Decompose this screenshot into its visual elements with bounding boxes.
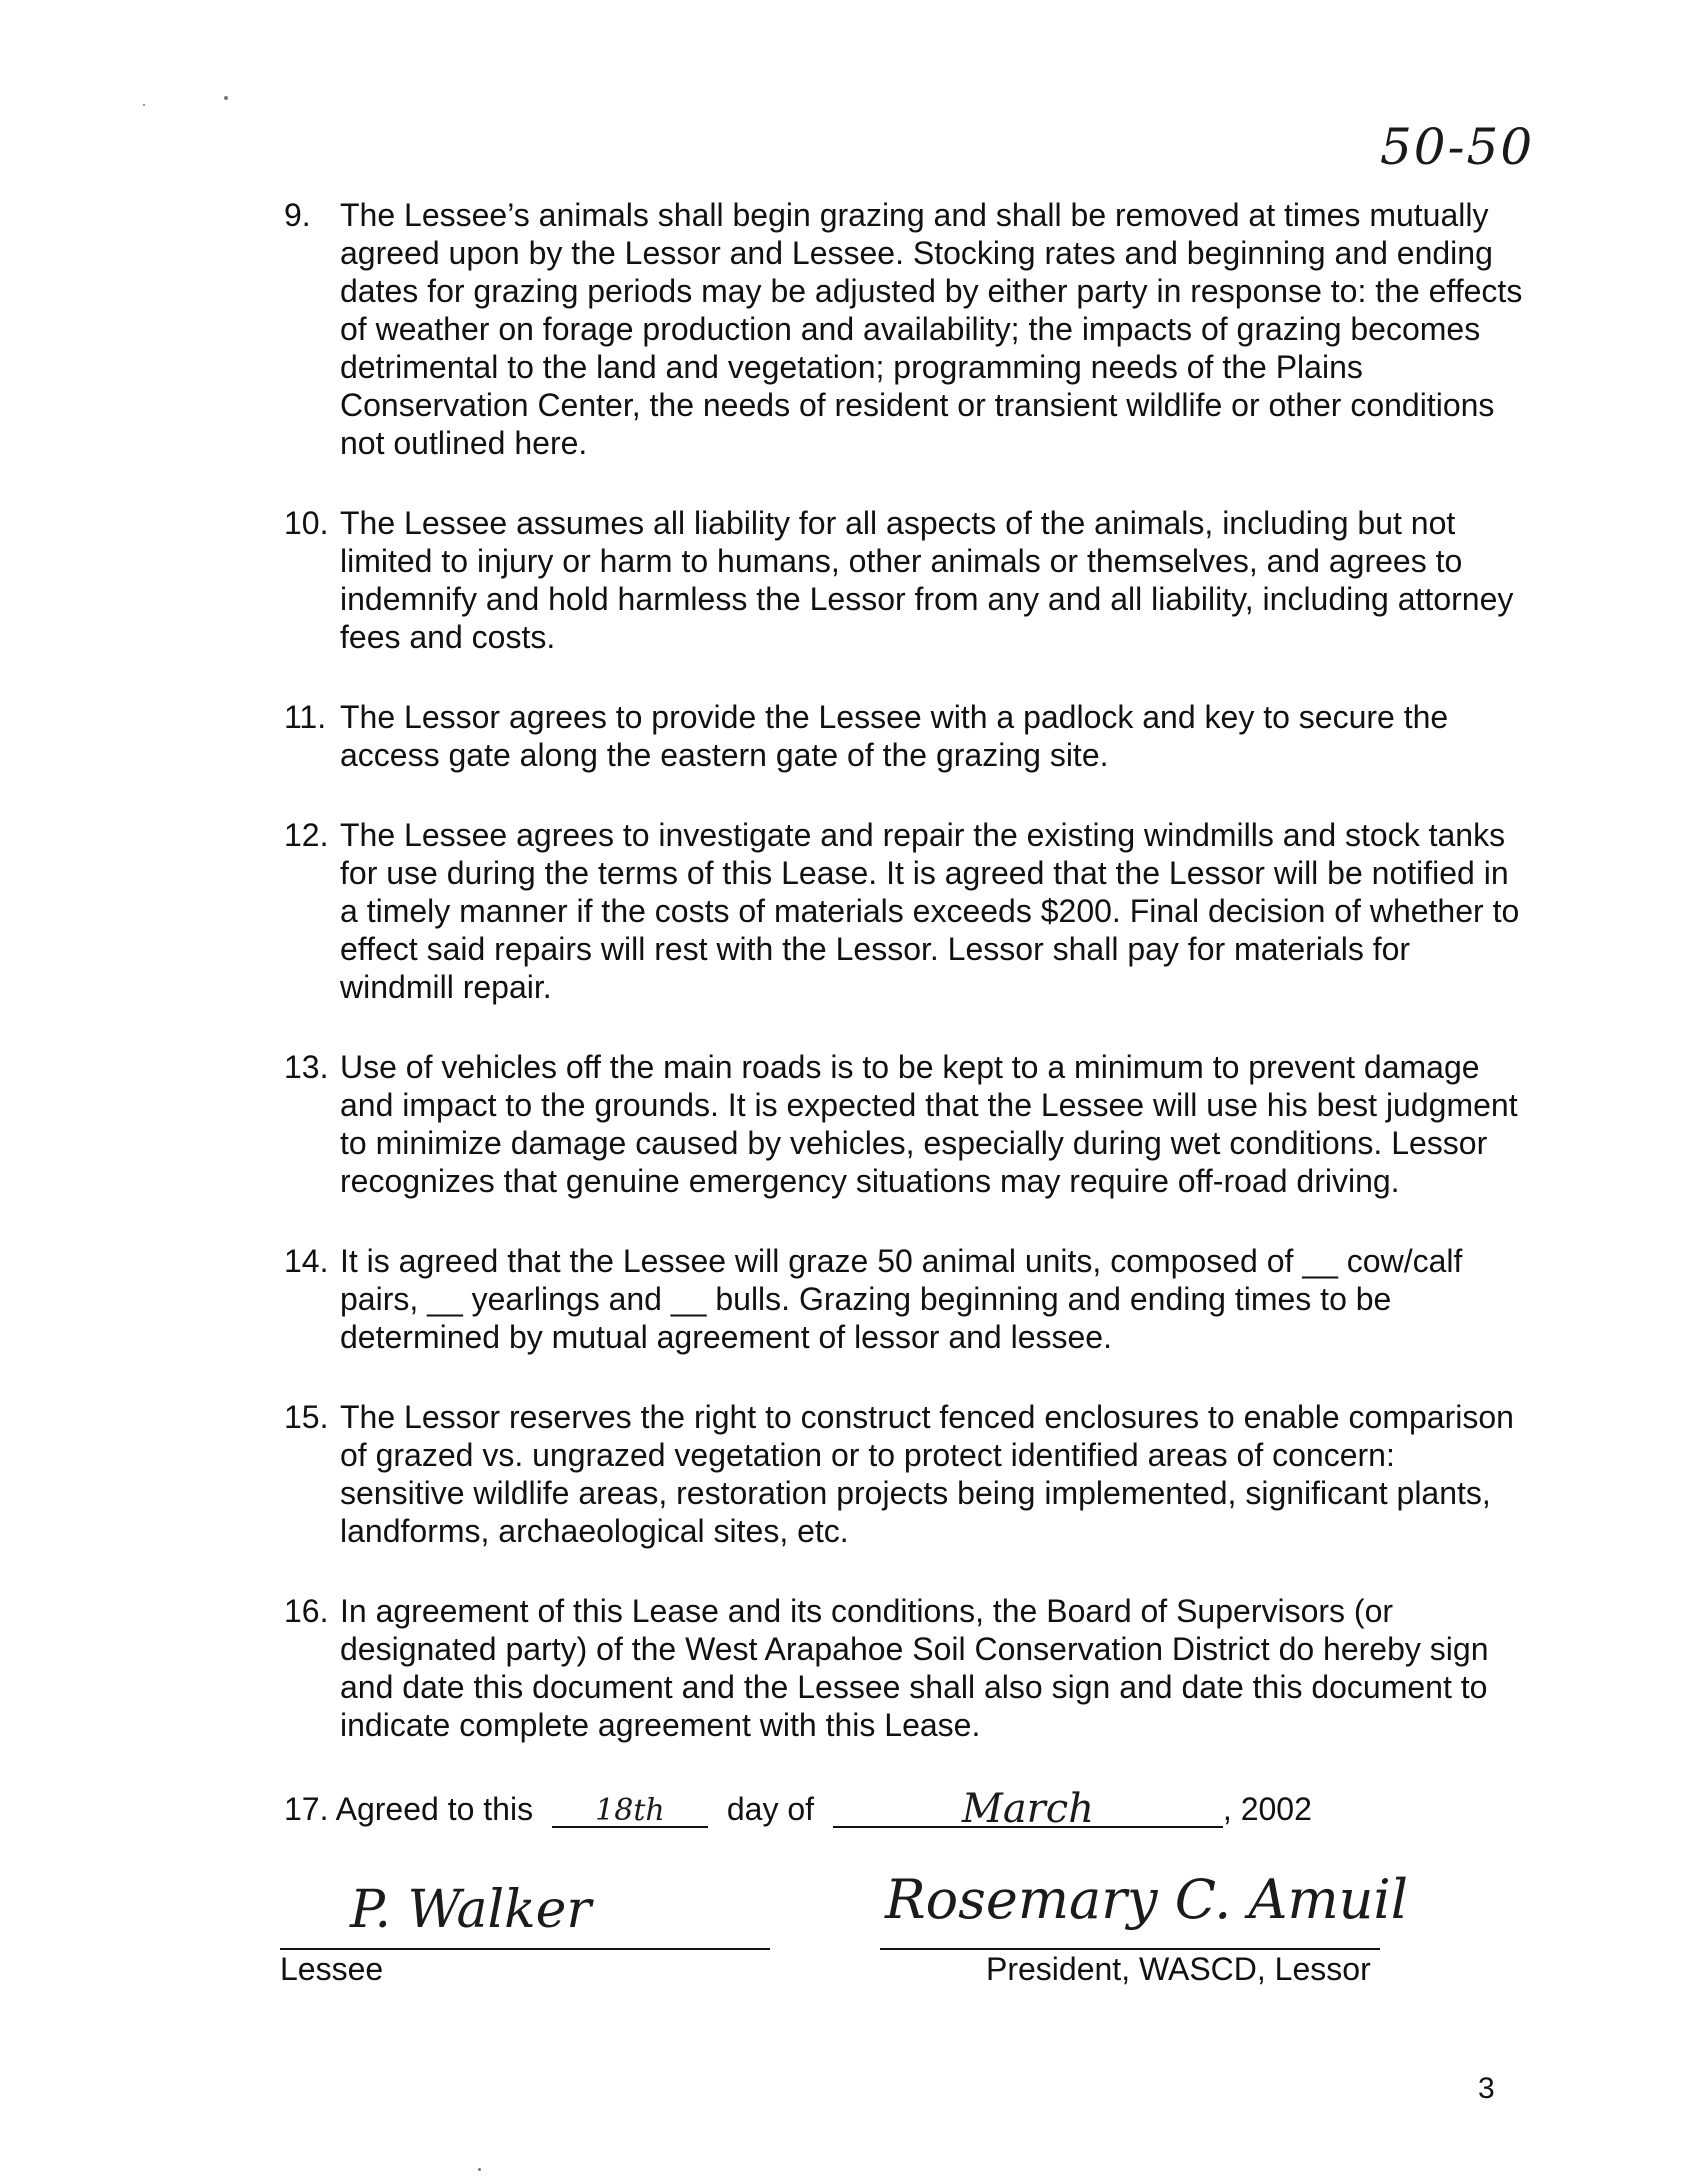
clause-text: In agreement of this Lease and its conditions, the Board of Supervisors (or designated party) of the West Arapahoe Soil Conservation District do hereby sign and date this document and the Lessee shall also sign and date this document to indicate complete agreement with this Lease. (340, 1593, 1489, 1743)
clause-number: 10. (284, 505, 329, 541)
clause-number: 15. (284, 1399, 329, 1435)
lessee-signature: P. Walker (350, 1880, 592, 1940)
agreement-year: , 2002 (1222, 1791, 1312, 1827)
clause-list (284, 196, 1524, 1786)
scan-speck (224, 96, 228, 100)
clause (284, 1398, 1524, 1550)
clause-number: 11. (284, 699, 327, 735)
day-handwritten: 18th (595, 1793, 665, 1828)
clause (284, 1592, 1524, 1744)
scan-speck (478, 2168, 481, 2171)
clause-text: The Lessee agrees to investigate and repair the existing windmills and stock tanks for use during the terms of this Lease. It is agreed that the Lessor will be notified in a timely manner if the costs of materials exceeds $200. Final decision of whether to effect said repairs will rest with the Lessor. Lessor shall pay for materials for windmill repair. (340, 817, 1520, 1005)
clause-text: The Lessee’s animals shall begin grazing and shall be removed at times mutually agreed upon by the Lessor and Lessee. Stocking rates and beginning and ending dates for grazing periods may be adjusted by either party in response to: the effects of weather on forage production and availability; the impacts of grazing becomes detrimental to the land and vegetation; programming needs of the Plains Conservation Center, the needs of resident or transient wildlife or other conditions not outlined here. (340, 197, 1523, 461)
clause-number: 9. (284, 197, 311, 233)
clause-text: It is agreed that the Lessee will graze 50 animal units, composed of __ cow/calf pairs, __ yearlings and __ bulls. Grazing beginning and ending times to be determined by mutual agreement of lessor and lessee. (340, 1243, 1463, 1355)
clause (284, 1242, 1524, 1356)
handwritten-note: 50-50 (1380, 118, 1535, 176)
day-blank (552, 1790, 708, 1828)
month-handwritten: March (961, 1786, 1094, 1832)
agreement-middle: day of (726, 1791, 815, 1827)
clause-text: The Lessor reserves the right to construct fenced enclosures to enable comparison of grazed vs. ungrazed vegetation or to protect identified areas of concern: sensitive wildlife areas, restoration projects being implemented, significant plants, landforms, archaeological sites, etc. (340, 1399, 1514, 1549)
clause-text: Use of vehicles off the main roads is to be kept to a minimum to prevent damage and impact to the grounds. It is expected that the Lessee will use his best judgment to minimize damage caused by vehicles, especially during wet conditions. Lessor recognizes that genuine emergency situations may require off-road driving. (340, 1049, 1518, 1199)
clause-text: The Lessee assumes all liability for all aspects of the animals, including but not limited to injury or harm to humans, other animals or themselves, and agrees to indemnify and hold harmless the Lessor from any and all liability, including attorney fees and costs. (340, 505, 1514, 655)
lessor-label: President, WASCD, Lessor (986, 1951, 1371, 1987)
clause (284, 1048, 1524, 1200)
clause-number: 13. (284, 1049, 329, 1085)
clause (284, 504, 1524, 656)
clause (284, 196, 1524, 462)
lessee-label: Lessee (280, 1951, 384, 1987)
clause-number: 16. (284, 1593, 329, 1629)
clause-number: 12. (284, 817, 329, 853)
agreement-line (284, 1786, 1312, 1832)
lessor-signature: Rosemary C. Amuil (885, 1868, 1408, 1931)
clause-number: 14. (284, 1243, 329, 1279)
clause-text: The Lessor agrees to provide the Lessee with a padlock and key to secure the access gate along the eastern gate of the grazing site. (340, 699, 1449, 773)
agreement-prefix: Agreed to this (335, 1791, 534, 1827)
clause (284, 698, 1524, 774)
agreement-number: 17. (284, 1791, 329, 1827)
clause (284, 816, 1524, 1006)
scan-speck (143, 104, 145, 106)
page-number: 3 (1478, 2072, 1495, 2105)
month-blank (833, 1786, 1223, 1832)
